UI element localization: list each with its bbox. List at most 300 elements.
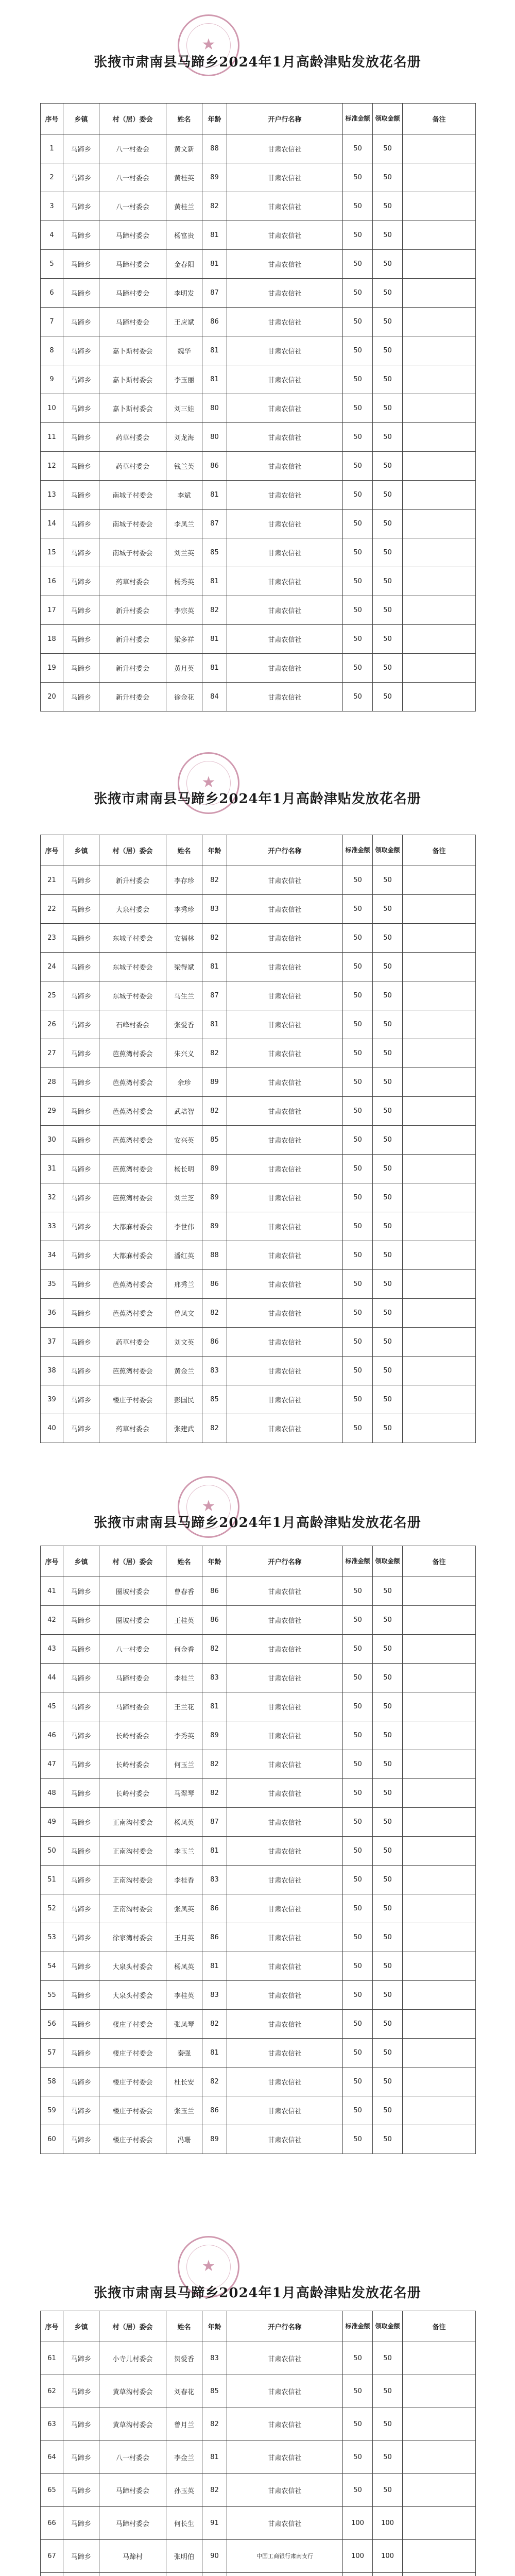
table-row (41, 567, 476, 596)
cell-village-committee: 楼庄子村委会 (99, 2067, 166, 2096)
cell-remarks (403, 2375, 476, 2408)
cell-age: 89 (202, 1183, 227, 1212)
cell-received-amount: 50 (373, 1606, 403, 1635)
cell-age: 82 (202, 192, 227, 221)
table-row (41, 2067, 476, 2096)
cell-age: 83 (202, 1981, 227, 2010)
cell-township: 马蹄乡 (63, 308, 99, 336)
cell-received-amount: 50 (373, 1299, 403, 1328)
cell-name: 贺爱香 (166, 2342, 202, 2375)
cell-standard-amount: 50 (343, 924, 373, 953)
cell-age: 83 (202, 1866, 227, 1894)
cell-township: 马蹄乡 (63, 1126, 99, 1155)
cell-name: 李宗英 (166, 596, 202, 625)
cell-bank-name: 甘肃农信社 (227, 1068, 343, 1097)
cell-row-number: 13 (41, 481, 63, 510)
roster-sheet-4 (0, 2195, 515, 2576)
cell-remarks (403, 1635, 476, 1664)
cell-village-committee: 马蹄村委会 (99, 250, 166, 279)
cell-remarks (403, 1097, 476, 1126)
sheet-title: 张掖市肃南县马蹄乡2024年1月高龄津贴发放花名册 (94, 1515, 421, 1531)
cell-received-amount: 50 (373, 1894, 403, 1923)
cell-received-amount: 50 (373, 394, 403, 423)
cell-age: 82 (202, 1097, 227, 1126)
cell-remarks (403, 1779, 476, 1808)
table-row (41, 625, 476, 654)
cell-received-amount: 50 (373, 510, 403, 538)
cell-remarks (403, 1270, 476, 1299)
cell-row-number: 29 (41, 1097, 63, 1126)
cell-age: 87 (202, 510, 227, 538)
cell-township (63, 2573, 99, 2576)
table-row (41, 510, 476, 538)
cell-name: 邢秀兰 (166, 1270, 202, 1299)
cell-remarks (403, 1155, 476, 1183)
cell-township: 马蹄乡 (63, 452, 99, 481)
cell-standard-amount: 50 (343, 1183, 373, 1212)
cell-village-committee: 黄草沟村委会 (99, 2408, 166, 2441)
cell-remarks (403, 1577, 476, 1606)
cell-row-number: 36 (41, 1299, 63, 1328)
cell-standard-amount: 50 (343, 2039, 373, 2067)
cell-village-committee: 大泉头村委会 (99, 1981, 166, 2010)
cell-row-number: 34 (41, 1241, 63, 1270)
table-row (41, 1692, 476, 1721)
cell-row-number: 49 (41, 1808, 63, 1837)
cell-remarks (403, 279, 476, 308)
cell-township: 马蹄乡 (63, 1952, 99, 1981)
cell-township: 马蹄乡 (63, 221, 99, 250)
cell-standard-amount: 50 (343, 1577, 373, 1606)
cell-village-committee: 八一村委会 (99, 163, 166, 192)
table-row (41, 2408, 476, 2441)
cell-village-committee: 正南沟村委会 (99, 1866, 166, 1894)
table-row (41, 2039, 476, 2067)
table-row (41, 1952, 476, 1981)
cell-bank-name: 甘肃农信社 (227, 1385, 343, 1414)
table-row (41, 538, 476, 567)
table-row (41, 394, 476, 423)
cell-bank-name: 甘肃农信社 (227, 2474, 343, 2507)
cell-received-amount: 50 (373, 2039, 403, 2067)
cell-row-number (41, 2573, 63, 2576)
cell-standard-amount: 50 (343, 1923, 373, 1952)
cell-age: 81 (202, 1692, 227, 1721)
cell-remarks (403, 394, 476, 423)
cell-age: 82 (202, 1299, 227, 1328)
cell-standard-amount: 50 (343, 567, 373, 596)
cell-row-number: 67 (41, 2540, 63, 2573)
column-header-age: 年龄 (202, 104, 227, 134)
cell-name: 潘红英 (166, 1241, 202, 1270)
cell-bank-name: 甘肃农信社 (227, 423, 343, 452)
cell-remarks (403, 1212, 476, 1241)
cell-township: 马蹄乡 (63, 423, 99, 452)
cell-name: 冯珊 (166, 2125, 202, 2154)
cell-standard-amount: 50 (343, 1635, 373, 1664)
cell-bank-name: 甘肃农信社 (227, 250, 343, 279)
cell-name: 黄桂兰 (166, 192, 202, 221)
cell-bank-name: 甘肃农信社 (227, 221, 343, 250)
cell-received-amount: 50 (373, 250, 403, 279)
cell-remarks (403, 250, 476, 279)
cell-name: 何长生 (166, 2507, 202, 2540)
cell-name: 彭国民 (166, 1385, 202, 1414)
table-row (41, 1010, 476, 1039)
cell-bank-name: 甘肃农信社 (227, 1097, 343, 1126)
table-row (41, 1385, 476, 1414)
cell-name: 李金兰 (166, 2441, 202, 2474)
cell-bank-name (227, 2573, 343, 2576)
cell-remarks (403, 134, 476, 163)
cell-bank-name: 甘肃农信社 (227, 1126, 343, 1155)
official-seal: ★ (178, 752, 239, 814)
column-header-received-amount: 领取金额 (373, 2311, 403, 2342)
cell-village-committee: 东城子村委会 (99, 981, 166, 1010)
cell-standard-amount: 50 (343, 1866, 373, 1894)
column-header-row-number: 序号 (41, 835, 63, 866)
column-header-standard-amount: 标准金额 (343, 835, 373, 866)
column-header-name: 姓名 (166, 104, 202, 134)
cell-remarks (403, 1721, 476, 1750)
cell-township: 马蹄乡 (63, 625, 99, 654)
cell-bank-name: 甘肃农信社 (227, 1039, 343, 1068)
cell-name: 安兴英 (166, 1126, 202, 1155)
cell-bank-name: 甘肃农信社 (227, 895, 343, 924)
cell-age: 91 (202, 2507, 227, 2540)
cell-row-number: 35 (41, 1270, 63, 1299)
table-row (41, 953, 476, 981)
cell-age: 83 (202, 1664, 227, 1692)
cell-standard-amount: 50 (343, 481, 373, 510)
cell-received-amount: 50 (373, 423, 403, 452)
column-header-received-amount: 领取金额 (373, 104, 403, 134)
cell-row-number: 11 (41, 423, 63, 452)
table-row (41, 1212, 476, 1241)
cell-received-amount: 100 (373, 2540, 403, 2573)
cell-received-amount: 50 (373, 866, 403, 895)
table-row (41, 1837, 476, 1866)
cell-age: 82 (202, 1039, 227, 1068)
official-seal: ★ (178, 1476, 239, 1538)
cell-village-committee: 新升村委会 (99, 625, 166, 654)
cell-received-amount: 50 (373, 625, 403, 654)
cell-received-amount: 50 (373, 1577, 403, 1606)
table-row (41, 924, 476, 953)
cell-township: 马蹄乡 (63, 654, 99, 683)
cell-township: 马蹄乡 (63, 1692, 99, 1721)
cell-bank-name: 甘肃农信社 (227, 1212, 343, 1241)
cell-row-number: 37 (41, 1328, 63, 1357)
cell-age: 81 (202, 481, 227, 510)
cell-township: 马蹄乡 (63, 1357, 99, 1385)
column-header-township: 乡镇 (63, 104, 99, 134)
cell-name: 钱兰芙 (166, 452, 202, 481)
cell-received-amount: 50 (373, 654, 403, 683)
table-row (41, 2125, 476, 2154)
cell-received-amount: 50 (373, 279, 403, 308)
cell-remarks (403, 538, 476, 567)
cell-township: 马蹄乡 (63, 279, 99, 308)
cell-bank-name: 甘肃农信社 (227, 1328, 343, 1357)
cell-remarks (403, 192, 476, 221)
cell-name (166, 2573, 202, 2576)
cell-row-number: 51 (41, 1866, 63, 1894)
cell-bank-name: 甘肃农信社 (227, 1010, 343, 1039)
cell-name: 刘兰英 (166, 538, 202, 567)
roster-sheet-3 (0, 1463, 515, 2195)
table-row (41, 1241, 476, 1270)
cell-received-amount: 50 (373, 1126, 403, 1155)
cell-row-number: 18 (41, 625, 63, 654)
cell-standard-amount: 50 (343, 1241, 373, 1270)
cell-received-amount: 50 (373, 567, 403, 596)
cell-standard-amount: 50 (343, 308, 373, 336)
cell-township: 马蹄乡 (63, 2010, 99, 2039)
table-row (41, 1183, 476, 1212)
cell-township: 马蹄乡 (63, 895, 99, 924)
table-row (41, 1750, 476, 1779)
cell-village-committee: 徐家湾村委会 (99, 1923, 166, 1952)
cell-bank-name: 甘肃农信社 (227, 1664, 343, 1692)
table-row (41, 1270, 476, 1299)
cell-age: 81 (202, 953, 227, 981)
cell-remarks (403, 1068, 476, 1097)
cell-remarks (403, 1606, 476, 1635)
cell-village-committee: 马蹄村委会 (99, 2507, 166, 2540)
cell-standard-amount: 50 (343, 134, 373, 163)
cell-standard-amount: 50 (343, 192, 373, 221)
cell-row-number: 3 (41, 192, 63, 221)
cell-row-number: 24 (41, 953, 63, 981)
cell-bank-name: 甘肃农信社 (227, 1155, 343, 1183)
cell-name: 徐金花 (166, 683, 202, 711)
column-header-remarks: 备注 (403, 835, 476, 866)
cell-bank-name: 甘肃农信社 (227, 365, 343, 394)
cell-township: 马蹄乡 (63, 2342, 99, 2375)
cell-age: 82 (202, 1750, 227, 1779)
cell-row-number: 28 (41, 1068, 63, 1097)
roster-sheet-2 (0, 732, 515, 1463)
cell-bank-name: 甘肃农信社 (227, 654, 343, 683)
cell-standard-amount: 50 (343, 452, 373, 481)
cell-township: 马蹄乡 (63, 1750, 99, 1779)
cell-township: 马蹄乡 (63, 365, 99, 394)
cell-bank-name: 甘肃农信社 (227, 1837, 343, 1866)
cell-village-committee: 长岭村委会 (99, 1750, 166, 1779)
cell-village-committee: 八一村委会 (99, 2441, 166, 2474)
cell-village-committee: 马蹄村 (99, 2540, 166, 2573)
cell-age: 81 (202, 221, 227, 250)
cell-village-committee: 楼庄子村委会 (99, 1385, 166, 1414)
cell-row-number: 58 (41, 2067, 63, 2096)
cell-name: 张爱香 (166, 1010, 202, 1039)
cell-village-committee: 马蹄村委会 (99, 2474, 166, 2507)
cell-village-committee: 南城子村委会 (99, 538, 166, 567)
cell-village-committee: 正南沟村委会 (99, 1808, 166, 1837)
cell-village-committee: 大都麻村委会 (99, 1241, 166, 1270)
cell-remarks (403, 308, 476, 336)
column-header-age: 年龄 (202, 1546, 227, 1577)
cell-bank-name: 甘肃农信社 (227, 1414, 343, 1443)
cell-bank-name: 甘肃农信社 (227, 134, 343, 163)
cell-bank-name: 甘肃农信社 (227, 1270, 343, 1299)
table-row (41, 1577, 476, 1606)
cell-remarks (403, 221, 476, 250)
roster-table (40, 103, 476, 711)
cell-received-amount: 50 (373, 981, 403, 1010)
cell-standard-amount: 50 (343, 1894, 373, 1923)
cell-village-committee: 芭蕉湾村委会 (99, 1039, 166, 1068)
column-header-row-number: 序号 (41, 2311, 63, 2342)
cell-standard-amount (343, 2573, 373, 2576)
cell-standard-amount: 50 (343, 1357, 373, 1385)
cell-row-number: 25 (41, 981, 63, 1010)
cell-row-number: 1 (41, 134, 63, 163)
cell-bank-name: 甘肃农信社 (227, 1779, 343, 1808)
cell-name: 李玉兰 (166, 1837, 202, 1866)
cell-remarks (403, 1692, 476, 1721)
cell-village-committee: 马蹄村委会 (99, 1692, 166, 1721)
cell-bank-name: 甘肃农信社 (227, 538, 343, 567)
cell-standard-amount: 50 (343, 1779, 373, 1808)
cell-age: 89 (202, 1721, 227, 1750)
table-row (41, 336, 476, 365)
cell-name: 朱兴义 (166, 1039, 202, 1068)
cell-age: 82 (202, 1635, 227, 1664)
cell-township: 马蹄乡 (63, 336, 99, 365)
table-row (41, 1155, 476, 1183)
cell-standard-amount: 50 (343, 1270, 373, 1299)
cell-row-number: 23 (41, 924, 63, 953)
cell-standard-amount: 50 (343, 510, 373, 538)
cell-village-committee: 嘉卜斯村委会 (99, 365, 166, 394)
cell-township: 马蹄乡 (63, 1721, 99, 1750)
cell-row-number: 53 (41, 1923, 63, 1952)
cell-row-number: 16 (41, 567, 63, 596)
cell-row-number: 52 (41, 1894, 63, 1923)
cell-township: 马蹄乡 (63, 1606, 99, 1635)
cell-remarks (403, 2507, 476, 2540)
cell-received-amount: 50 (373, 221, 403, 250)
cell-age: 82 (202, 924, 227, 953)
column-header-township: 乡镇 (63, 1546, 99, 1577)
cell-row-number: 50 (41, 1837, 63, 1866)
table-row (41, 1097, 476, 1126)
table-row (41, 1923, 476, 1952)
cell-row-number: 55 (41, 1981, 63, 2010)
cell-standard-amount: 50 (343, 953, 373, 981)
column-header-village-committee: 村（居）委会 (99, 1546, 166, 1577)
cell-row-number: 12 (41, 452, 63, 481)
cell-age: 85 (202, 538, 227, 567)
cell-standard-amount: 50 (343, 365, 373, 394)
cell-standard-amount: 50 (343, 2010, 373, 2039)
cell-age: 86 (202, 1923, 227, 1952)
cell-village-committee: 马蹄村委会 (99, 1664, 166, 1692)
cell-bank-name: 甘肃农信社 (227, 1357, 343, 1385)
cell-township: 马蹄乡 (63, 163, 99, 192)
cell-bank-name: 甘肃农信社 (227, 1577, 343, 1606)
cell-village-committee: 长岭村委会 (99, 1779, 166, 1808)
cell-received-amount: 50 (373, 1183, 403, 1212)
table-row (41, 654, 476, 683)
cell-row-number: 66 (41, 2507, 63, 2540)
cell-name: 李桂香 (166, 1866, 202, 1894)
cell-row-number: 6 (41, 279, 63, 308)
cell-standard-amount: 50 (343, 2375, 373, 2408)
table-row (41, 2096, 476, 2125)
cell-standard-amount: 50 (343, 1039, 373, 1068)
cell-row-number: 39 (41, 1385, 63, 1414)
cell-standard-amount: 50 (343, 654, 373, 683)
cell-remarks (403, 336, 476, 365)
cell-township: 马蹄乡 (63, 1183, 99, 1212)
roster-table (40, 2311, 476, 2576)
cell-received-amount: 50 (373, 308, 403, 336)
cell-row-number: 20 (41, 683, 63, 711)
cell-received-amount: 50 (373, 596, 403, 625)
cell-row-number: 21 (41, 866, 63, 895)
cell-age: 80 (202, 423, 227, 452)
cell-village-committee: 楼庄子村委会 (99, 2125, 166, 2154)
cell-village-committee: 新升村委会 (99, 596, 166, 625)
cell-bank-name: 甘肃农信社 (227, 1241, 343, 1270)
cell-name: 张凤英 (166, 1894, 202, 1923)
cell-remarks (403, 2039, 476, 2067)
cell-bank-name: 甘肃农信社 (227, 683, 343, 711)
cell-row-number: 30 (41, 1126, 63, 1155)
cell-row-number: 9 (41, 365, 63, 394)
cell-name: 李秀珍 (166, 895, 202, 924)
cell-remarks (403, 1808, 476, 1837)
cell-name: 张建武 (166, 1414, 202, 1443)
cell-name: 王桂英 (166, 1606, 202, 1635)
cell-received-amount: 50 (373, 2096, 403, 2125)
cell-age: 81 (202, 2039, 227, 2067)
cell-township: 马蹄乡 (63, 1097, 99, 1126)
cell-village-committee: 石峰村委会 (99, 1010, 166, 1039)
cell-bank-name: 甘肃农信社 (227, 1750, 343, 1779)
cell-row-number: 33 (41, 1212, 63, 1241)
cell-received-amount: 50 (373, 683, 403, 711)
cell-age: 86 (202, 1577, 227, 1606)
cell-age (202, 2573, 227, 2576)
table-header-row (41, 1546, 476, 1577)
cell-name: 安福林 (166, 924, 202, 953)
table-header-row (41, 104, 476, 134)
cell-standard-amount: 50 (343, 250, 373, 279)
cell-standard-amount: 50 (343, 1212, 373, 1241)
cell-name: 李玉丽 (166, 365, 202, 394)
cell-name: 黄月英 (166, 654, 202, 683)
cell-row-number: 32 (41, 1183, 63, 1212)
cell-age: 90 (202, 2540, 227, 2573)
cell-age: 82 (202, 596, 227, 625)
cell-received-amount: 50 (373, 1097, 403, 1126)
cell-standard-amount: 50 (343, 163, 373, 192)
cell-remarks (403, 1010, 476, 1039)
cell-standard-amount: 50 (343, 625, 373, 654)
cell-remarks (403, 1894, 476, 1923)
cell-bank-name: 甘肃农信社 (227, 953, 343, 981)
cell-received-amount: 50 (373, 365, 403, 394)
cell-bank-name: 甘肃农信社 (227, 1808, 343, 1837)
cell-township: 马蹄乡 (63, 981, 99, 1010)
cell-name: 杨富贵 (166, 221, 202, 250)
table-row (41, 1068, 476, 1097)
cell-remarks (403, 2010, 476, 2039)
